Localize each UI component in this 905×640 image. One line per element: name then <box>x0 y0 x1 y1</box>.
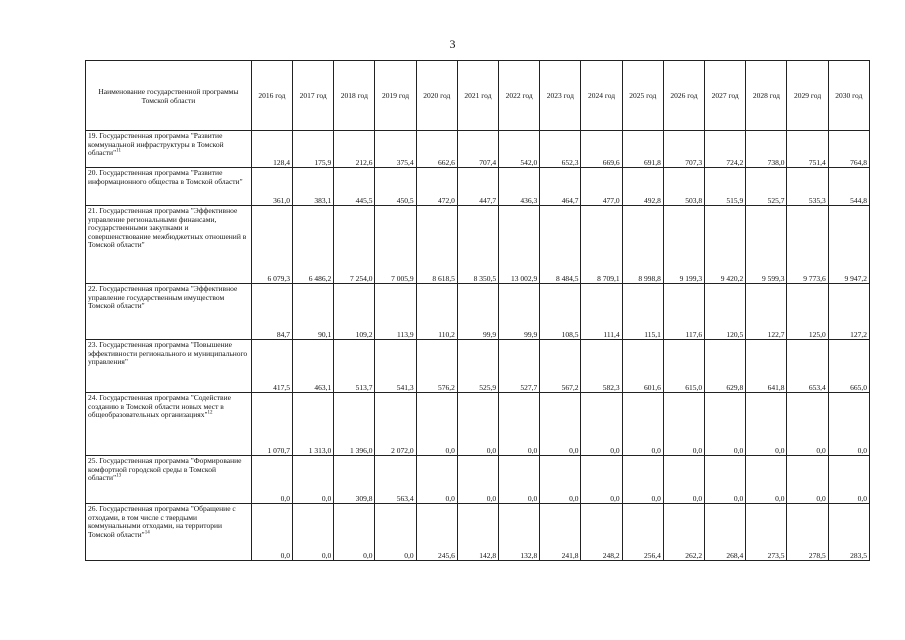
value-cell: 707,3 <box>663 131 704 168</box>
value-cell: 724,2 <box>705 131 746 168</box>
column-header-year: 2029 год <box>787 61 828 131</box>
value-cell: 256,4 <box>622 504 663 561</box>
value-cell: 127,2 <box>828 284 869 340</box>
table-row <box>86 340 870 393</box>
column-header-program-name: Наименование государственной программы Томской области <box>86 61 252 131</box>
value-cell: 90,1 <box>293 284 334 340</box>
value-cell: 132,8 <box>499 504 540 561</box>
value-cell: 513,7 <box>334 340 375 393</box>
program-name: 24. Государственная программа "Содействие созданию в Томской области новых мест в общеобразовательных организациях" <box>88 393 231 420</box>
program-name: 21. Государственная программа "Эффективное управление региональными финансами, государственными закупками и совершенствование межбюджетных отношений в Томской области" <box>88 206 247 250</box>
value-cell: 503,8 <box>663 168 704 206</box>
value-cell: 464,7 <box>540 168 581 206</box>
value-cell: 273,5 <box>746 504 787 561</box>
program-name: 23. Государственная программа "Повышение эффективности регионального и муниципального управления" <box>88 340 248 367</box>
value-cell: 576,2 <box>416 340 457 393</box>
value-cell: 7 005,9 <box>375 206 416 284</box>
table-header-row <box>86 61 870 131</box>
value-cell: 13 002,9 <box>499 206 540 284</box>
value-cell: 84,7 <box>251 284 292 340</box>
value-cell: 0,0 <box>375 504 416 561</box>
value-cell: 142,8 <box>457 504 498 561</box>
value-cell: 1 070,7 <box>251 393 292 456</box>
value-cell: 417,5 <box>251 340 292 393</box>
value-cell: 447,7 <box>457 168 498 206</box>
column-header-year: 2022 год <box>499 61 540 131</box>
value-cell: 0,0 <box>251 456 292 504</box>
value-cell: 0,0 <box>457 456 498 504</box>
value-cell: 241,8 <box>540 504 581 561</box>
value-cell: 0,0 <box>416 393 457 456</box>
column-header-year: 2023 год <box>540 61 581 131</box>
value-cell: 262,2 <box>663 504 704 561</box>
program-name: 25. Государственная программа "Формирование комфортной городской среды в Томской области" <box>88 456 242 483</box>
value-cell: 8 618,5 <box>416 206 457 284</box>
value-cell: 375,4 <box>375 131 416 168</box>
value-cell: 6 486,2 <box>293 206 334 284</box>
value-cell: 122,7 <box>746 284 787 340</box>
column-header-year: 2027 год <box>705 61 746 131</box>
value-cell: 563,4 <box>375 456 416 504</box>
program-name-cell <box>86 456 252 504</box>
value-cell: 2 072,0 <box>375 393 416 456</box>
footnote-marker: 14 <box>144 530 150 536</box>
value-cell: 9 420,2 <box>705 206 746 284</box>
column-header-year: 2017 год <box>293 61 334 131</box>
value-cell: 641,8 <box>746 340 787 393</box>
column-header-year: 2021 год <box>457 61 498 131</box>
value-cell: 7 254,0 <box>334 206 375 284</box>
program-name: 19. Государственная программа "Развитие коммунальной инфраструктуры в Томской области" <box>88 131 224 158</box>
value-cell: 492,8 <box>622 168 663 206</box>
value-cell: 535,3 <box>787 168 828 206</box>
value-cell: 0,0 <box>499 393 540 456</box>
value-cell: 0,0 <box>663 393 704 456</box>
value-cell: 6 079,3 <box>251 206 292 284</box>
value-cell: 662,6 <box>416 131 457 168</box>
page-number: 3 <box>449 37 456 51</box>
value-cell: 212,6 <box>334 131 375 168</box>
value-cell: 0,0 <box>746 393 787 456</box>
value-cell: 1 313,0 <box>293 393 334 456</box>
value-cell: 477,0 <box>581 168 622 206</box>
footnote-marker: 12 <box>207 410 213 416</box>
value-cell: 8 350,5 <box>457 206 498 284</box>
value-cell: 0,0 <box>787 456 828 504</box>
value-cell: 738,0 <box>746 131 787 168</box>
table-row <box>86 393 870 456</box>
value-cell: 8 484,5 <box>540 206 581 284</box>
value-cell: 0,0 <box>705 456 746 504</box>
value-cell: 278,5 <box>787 504 828 561</box>
value-cell: 0,0 <box>828 393 869 456</box>
value-cell: 541,3 <box>375 340 416 393</box>
value-cell: 9 947,2 <box>828 206 869 284</box>
value-cell: 99,9 <box>499 284 540 340</box>
program-name: 22. Государственная программа "Эффективное управление государственным имуществом Томской области" <box>88 284 238 311</box>
value-cell: 0,0 <box>581 456 622 504</box>
value-cell: 0,0 <box>540 456 581 504</box>
value-cell: 0,0 <box>457 393 498 456</box>
value-cell: 515,9 <box>705 168 746 206</box>
value-cell: 245,6 <box>416 504 457 561</box>
value-cell: 567,2 <box>540 340 581 393</box>
column-header-year: 2025 год <box>622 61 663 131</box>
value-cell: 463,1 <box>293 340 334 393</box>
value-cell: 110,2 <box>416 284 457 340</box>
value-cell: 601,6 <box>622 340 663 393</box>
table-row <box>86 168 870 206</box>
column-header-year: 2024 год <box>581 61 622 131</box>
table-row <box>86 456 870 504</box>
value-cell: 669,6 <box>581 131 622 168</box>
value-cell: 128,4 <box>251 131 292 168</box>
value-cell: 582,3 <box>581 340 622 393</box>
value-cell: 1 396,0 <box>334 393 375 456</box>
column-header-year: 2030 год <box>828 61 869 131</box>
value-cell: 527,7 <box>499 340 540 393</box>
value-cell: 125,0 <box>787 284 828 340</box>
value-cell: 472,0 <box>416 168 457 206</box>
program-name-cell <box>86 393 252 456</box>
table-row <box>86 131 870 168</box>
value-cell: 0,0 <box>705 393 746 456</box>
value-cell: 629,8 <box>705 340 746 393</box>
value-cell: 9 199,3 <box>663 206 704 284</box>
program-name: 20. Государственная программа "Развитие информационного общества в Томской области" <box>88 168 243 186</box>
program-name: 26. Государственная программа "Обращение с отходами, в том числе с твердыми коммунальными отходами, на территории Томской области" <box>88 504 236 539</box>
value-cell: 615,0 <box>663 340 704 393</box>
column-header-year: 2026 год <box>663 61 704 131</box>
value-cell: 653,4 <box>787 340 828 393</box>
budget-table <box>85 60 870 561</box>
value-cell: 111,4 <box>581 284 622 340</box>
value-cell: 525,7 <box>746 168 787 206</box>
program-name-cell <box>86 340 252 393</box>
value-cell: 117,6 <box>663 284 704 340</box>
value-cell: 764,8 <box>828 131 869 168</box>
value-cell: 0,0 <box>581 393 622 456</box>
value-cell: 283,5 <box>828 504 869 561</box>
value-cell: 665,0 <box>828 340 869 393</box>
value-cell: 0,0 <box>251 504 292 561</box>
value-cell: 652,3 <box>540 131 581 168</box>
value-cell: 691,8 <box>622 131 663 168</box>
value-cell: 361,0 <box>251 168 292 206</box>
value-cell: 120,5 <box>705 284 746 340</box>
value-cell: 0,0 <box>416 456 457 504</box>
value-cell: 115,1 <box>622 284 663 340</box>
value-cell: 8 709,1 <box>581 206 622 284</box>
value-cell: 8 998,8 <box>622 206 663 284</box>
value-cell: 309,8 <box>334 456 375 504</box>
column-header-year: 2028 год <box>746 61 787 131</box>
table-row <box>86 284 870 340</box>
value-cell: 109,2 <box>334 284 375 340</box>
value-cell: 445,5 <box>334 168 375 206</box>
value-cell: 0,0 <box>293 456 334 504</box>
program-name-cell <box>86 284 252 340</box>
program-name-cell <box>86 168 252 206</box>
value-cell: 248,2 <box>581 504 622 561</box>
value-cell: 383,1 <box>293 168 334 206</box>
value-cell: 0,0 <box>746 456 787 504</box>
value-cell: 113,9 <box>375 284 416 340</box>
value-cell: 436,3 <box>499 168 540 206</box>
value-cell: 0,0 <box>622 393 663 456</box>
value-cell: 707,4 <box>457 131 498 168</box>
value-cell: 0,0 <box>828 456 869 504</box>
footnote-marker: 13 <box>116 473 122 479</box>
value-cell: 751,4 <box>787 131 828 168</box>
value-cell: 108,5 <box>540 284 581 340</box>
value-cell: 0,0 <box>334 504 375 561</box>
column-header-year: 2016 год <box>251 61 292 131</box>
value-cell: 175,9 <box>293 131 334 168</box>
program-name-cell <box>86 206 252 284</box>
column-header-year: 2018 год <box>334 61 375 131</box>
value-cell: 525,9 <box>457 340 498 393</box>
value-cell: 542,0 <box>499 131 540 168</box>
value-cell: 0,0 <box>622 456 663 504</box>
column-header-year: 2020 год <box>416 61 457 131</box>
table-body <box>86 131 870 561</box>
value-cell: 0,0 <box>293 504 334 561</box>
value-cell: 268,4 <box>705 504 746 561</box>
table-row <box>86 504 870 561</box>
value-cell: 544,8 <box>828 168 869 206</box>
table-row <box>86 206 870 284</box>
value-cell: 99,9 <box>457 284 498 340</box>
value-cell: 0,0 <box>499 456 540 504</box>
column-header-year: 2019 год <box>375 61 416 131</box>
footnote-marker: 11 <box>116 148 121 154</box>
value-cell: 0,0 <box>540 393 581 456</box>
value-cell: 0,0 <box>663 456 704 504</box>
value-cell: 9 773,6 <box>787 206 828 284</box>
value-cell: 9 599,3 <box>746 206 787 284</box>
program-name-cell <box>86 504 252 561</box>
value-cell: 450,5 <box>375 168 416 206</box>
value-cell: 0,0 <box>787 393 828 456</box>
program-name-cell <box>86 131 252 168</box>
